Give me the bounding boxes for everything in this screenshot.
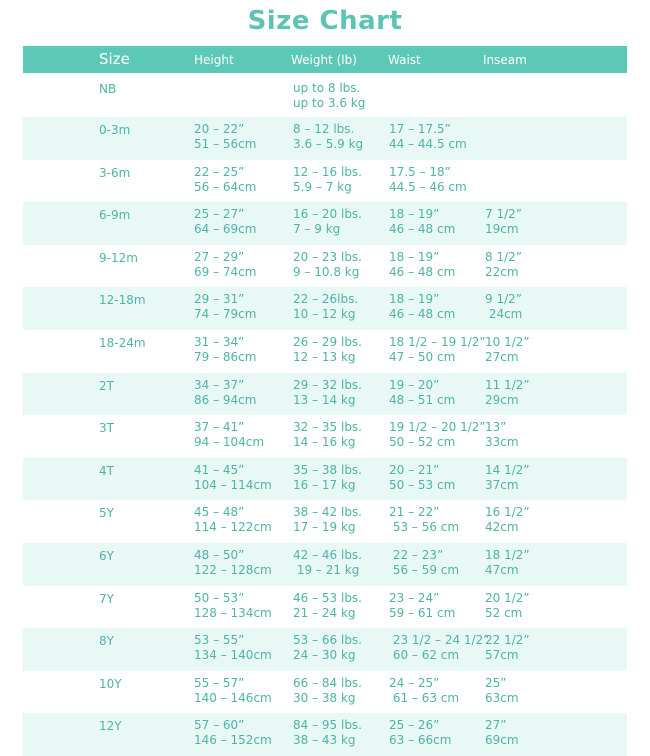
waist-line-imperial: 21 – 22” bbox=[389, 505, 440, 520]
height-cell bbox=[194, 676, 272, 706]
waist-line-imperial: 17 – 17.5” bbox=[389, 122, 451, 136]
waist-line-imperial: 23 – 24” bbox=[389, 590, 440, 605]
column-header-size: Size bbox=[99, 50, 130, 68]
height-cell bbox=[194, 165, 256, 195]
height-line-metric: 79 – 86cm bbox=[194, 349, 257, 364]
table-row bbox=[23, 287, 627, 330]
column-header-waist: Waist bbox=[388, 53, 421, 67]
column-header-inseam: Inseam bbox=[483, 53, 527, 67]
waist-cell bbox=[389, 165, 467, 195]
inseam-line-imperial: 11 1/2” bbox=[485, 377, 530, 392]
column-header-height: Height bbox=[194, 53, 234, 67]
weight-line-imperial: 53 – 66 lbs. bbox=[293, 633, 362, 648]
weight-cell bbox=[293, 122, 363, 152]
inseam-line-metric: 63cm bbox=[485, 690, 519, 705]
inseam-cell bbox=[485, 633, 530, 663]
weight-line-metric: 19 – 21 kg bbox=[293, 562, 360, 577]
table-row bbox=[23, 586, 627, 629]
inseam-line-imperial: 18 1/2” bbox=[485, 547, 530, 562]
size-cell: 10Y bbox=[99, 676, 122, 691]
inseam-cell bbox=[485, 207, 522, 237]
height-line-metric: 146 – 152cm bbox=[194, 733, 272, 748]
weight-line-metric: 10 – 12 kg bbox=[293, 307, 356, 322]
inseam-line-metric: 24cm bbox=[485, 307, 523, 322]
table-row bbox=[23, 500, 627, 543]
inseam-line-metric: 33cm bbox=[485, 435, 519, 450]
inseam-line-imperial: 27” bbox=[485, 718, 507, 733]
weight-line-imperial: 22 – 26lbs. bbox=[293, 292, 359, 307]
inseam-cell bbox=[485, 676, 519, 706]
height-cell bbox=[194, 505, 272, 535]
waist-line-imperial: 20 – 21” bbox=[389, 462, 440, 477]
weight-cell bbox=[293, 378, 362, 408]
waist-cell bbox=[389, 676, 459, 706]
size-table-body bbox=[23, 76, 627, 756]
inseam-line-imperial: 8 1/2” bbox=[485, 249, 522, 264]
weight-line-imperial: 16 – 20 lbs. bbox=[293, 207, 362, 222]
size-cell: 0-3m bbox=[99, 123, 131, 137]
weight-cell bbox=[293, 207, 362, 237]
weight-line-metric: 9 – 10.8 kg bbox=[293, 264, 360, 279]
weight-line-imperial: 32 – 35 lbs. bbox=[293, 420, 362, 435]
inseam-cell bbox=[485, 505, 530, 535]
waist-line-metric: 46 – 48 cm bbox=[389, 307, 456, 322]
size-cell: 3-6m bbox=[99, 165, 131, 180]
height-cell bbox=[194, 548, 272, 578]
waist-line-metric: 47 – 50 cm bbox=[389, 349, 456, 364]
inseam-line-imperial: 7 1/2” bbox=[485, 207, 522, 222]
height-line-metric: 134 – 140cm bbox=[194, 648, 272, 663]
inseam-line-imperial: 14 1/2” bbox=[485, 462, 530, 477]
inseam-cell bbox=[485, 335, 530, 365]
size-cell: 3T bbox=[99, 421, 114, 436]
inseam-line-imperial: 25” bbox=[485, 675, 507, 690]
height-line-imperial: 53 – 55” bbox=[194, 633, 245, 648]
weight-cell bbox=[293, 676, 362, 706]
table-row bbox=[23, 458, 627, 501]
waist-line-metric: 44 – 44.5 cm bbox=[389, 137, 467, 151]
inseam-line-metric: 42cm bbox=[485, 520, 519, 535]
table-row bbox=[23, 373, 627, 416]
weight-cell bbox=[293, 420, 362, 450]
weight-line-metric: 5.9 – 7 kg bbox=[293, 179, 352, 194]
table-row bbox=[23, 543, 627, 586]
waist-cell bbox=[389, 633, 489, 663]
height-cell bbox=[194, 122, 256, 152]
inseam-cell bbox=[485, 292, 522, 322]
weight-line-metric: 7 – 9 kg bbox=[293, 222, 341, 237]
inseam-line-imperial: 22 1/2” bbox=[485, 633, 530, 648]
weight-line-metric: 14 – 16 kg bbox=[293, 435, 356, 450]
size-cell: 9-12m bbox=[99, 250, 138, 265]
height-cell bbox=[194, 378, 256, 408]
inseam-line-metric: 22cm bbox=[485, 264, 519, 279]
waist-line-metric: 46 – 48 cm bbox=[389, 222, 456, 237]
inseam-line-metric: 19cm bbox=[485, 222, 519, 237]
inseam-line-imperial: 20 1/2” bbox=[485, 590, 530, 605]
height-line-metric: 104 – 114cm bbox=[194, 477, 272, 492]
height-line-imperial: 55 – 57” bbox=[194, 675, 245, 690]
inseam-cell bbox=[485, 591, 530, 621]
height-cell bbox=[194, 335, 256, 365]
size-cell: 8Y bbox=[99, 634, 114, 649]
inseam-line-imperial: 10 1/2” bbox=[485, 334, 530, 349]
column-header-weight: Weight (lb) bbox=[291, 53, 357, 67]
weight-cell bbox=[293, 463, 362, 493]
height-line-imperial: 27 – 29” bbox=[194, 249, 245, 264]
height-cell bbox=[194, 420, 264, 450]
inseam-line-imperial: 16 1/2” bbox=[485, 505, 530, 520]
weight-line-metric: 16 – 17 kg bbox=[293, 477, 356, 492]
height-line-metric: 94 – 104cm bbox=[194, 435, 265, 450]
waist-cell bbox=[389, 250, 455, 280]
weight-line-imperial: 12 – 16 lbs. bbox=[293, 164, 362, 179]
waist-line-metric: 48 – 51 cm bbox=[389, 392, 456, 407]
weight-line-metric: 12 – 13 kg bbox=[293, 349, 356, 364]
waist-line-imperial: 23 1/2 – 24 1/2” bbox=[389, 633, 490, 648]
waist-line-imperial: 18 – 19” bbox=[389, 292, 440, 307]
table-row bbox=[23, 160, 627, 203]
table-row bbox=[23, 202, 627, 245]
size-cell: 12-18m bbox=[99, 293, 146, 308]
height-cell bbox=[194, 292, 256, 322]
weight-line-imperial: 84 – 95 lbs. bbox=[293, 718, 362, 733]
height-line-metric: 74 – 79cm bbox=[194, 307, 257, 322]
inseam-cell bbox=[485, 718, 519, 748]
waist-cell bbox=[389, 292, 455, 322]
weight-line-metric: 17 – 19 kg bbox=[293, 520, 356, 535]
waist-line-metric: 59 – 61 cm bbox=[389, 605, 456, 620]
inseam-cell bbox=[485, 548, 530, 578]
waist-line-imperial: 24 – 25” bbox=[389, 675, 440, 690]
waist-line-metric: 50 – 52 cm bbox=[389, 435, 456, 450]
waist-cell bbox=[389, 718, 451, 748]
table-header bbox=[23, 46, 627, 73]
weight-line-metric: 3.6 – 5.9 kg bbox=[293, 137, 364, 151]
size-cell: 12Y bbox=[99, 719, 122, 734]
height-line-metric: 69 – 74cm bbox=[194, 264, 257, 279]
height-line-imperial: 50 – 53” bbox=[194, 590, 245, 605]
height-line-imperial: 57 – 60” bbox=[194, 718, 245, 733]
waist-line-imperial: 19 – 20” bbox=[389, 377, 440, 392]
weight-line-metric: up to 3.6 kg bbox=[293, 96, 366, 110]
inseam-line-metric: 37cm bbox=[485, 477, 519, 492]
waist-line-metric: 46 – 48 cm bbox=[389, 264, 456, 279]
waist-cell bbox=[389, 548, 459, 578]
waist-cell bbox=[389, 420, 486, 450]
waist-line-metric: 61 – 63 cm bbox=[389, 690, 460, 705]
weight-line-imperial: 35 – 38 lbs. bbox=[293, 462, 362, 477]
waist-line-metric: 60 – 62 cm bbox=[389, 648, 460, 663]
weight-line-imperial: up to 8 lbs. bbox=[293, 81, 361, 95]
height-line-imperial: 34 – 37” bbox=[194, 377, 245, 392]
waist-line-metric: 63 – 66cm bbox=[389, 733, 452, 748]
weight-cell bbox=[293, 250, 362, 280]
weight-line-imperial: 26 – 29 lbs. bbox=[293, 334, 362, 349]
waist-line-metric: 53 – 56 cm bbox=[389, 520, 460, 535]
height-cell bbox=[194, 718, 272, 748]
height-cell bbox=[194, 591, 272, 621]
weight-cell bbox=[293, 633, 362, 663]
weight-line-metric: 30 – 38 kg bbox=[293, 690, 356, 705]
inseam-line-imperial: 9 1/2” bbox=[485, 292, 522, 307]
inseam-line-metric: 27cm bbox=[485, 349, 519, 364]
height-line-imperial: 48 – 50” bbox=[194, 547, 245, 562]
waist-line-imperial: 25 – 26” bbox=[389, 718, 440, 733]
height-cell bbox=[194, 207, 256, 237]
inseam-line-metric: 57cm bbox=[485, 648, 519, 663]
inseam-cell bbox=[485, 250, 522, 280]
inseam-cell bbox=[485, 378, 530, 408]
size-cell: NB bbox=[99, 82, 117, 96]
waist-line-imperial: 18 – 19” bbox=[389, 249, 440, 264]
size-cell: 18-24m bbox=[99, 335, 146, 350]
height-line-metric: 140 – 146cm bbox=[194, 690, 272, 705]
waist-line-imperial: 22 – 23” bbox=[389, 547, 444, 562]
inseam-line-metric: 29cm bbox=[485, 392, 519, 407]
waist-cell bbox=[389, 505, 459, 535]
waist-line-metric: 44.5 – 46 cm bbox=[389, 179, 467, 194]
height-line-imperial: 45 – 48” bbox=[194, 505, 245, 520]
weight-line-metric: 21 – 24 kg bbox=[293, 605, 356, 620]
height-line-imperial: 22 – 25” bbox=[194, 164, 245, 179]
table-row bbox=[23, 330, 627, 373]
height-line-metric: 86 – 94cm bbox=[194, 392, 257, 407]
inseam-line-metric: 69cm bbox=[485, 733, 519, 748]
waist-cell bbox=[389, 207, 455, 237]
weight-line-metric: 13 – 14 kg bbox=[293, 392, 356, 407]
weight-line-imperial: 42 – 46 lbs. bbox=[293, 547, 362, 562]
weight-line-imperial: 8 – 12 lbs. bbox=[293, 122, 355, 136]
height-line-imperial: 20 – 22” bbox=[194, 122, 245, 136]
height-line-metric: 64 – 69cm bbox=[194, 222, 257, 237]
size-cell: 6Y bbox=[99, 548, 114, 563]
page-title: Size Chart bbox=[247, 6, 403, 36]
height-cell bbox=[194, 463, 272, 493]
weight-cell bbox=[293, 505, 362, 535]
height-line-metric: 114 – 122cm bbox=[194, 520, 272, 535]
weight-line-imperial: 66 – 84 lbs. bbox=[293, 675, 362, 690]
height-line-imperial: 37 – 41” bbox=[194, 420, 245, 435]
inseam-cell bbox=[485, 463, 530, 493]
inseam-line-metric: 47cm bbox=[485, 562, 519, 577]
weight-cell bbox=[293, 591, 362, 621]
waist-line-metric: 50 – 53 cm bbox=[389, 477, 456, 492]
waist-cell bbox=[389, 591, 455, 621]
waist-line-imperial: 19 1/2 – 20 1/2” bbox=[389, 420, 486, 435]
size-cell: 5Y bbox=[99, 506, 114, 521]
table-row bbox=[23, 671, 627, 714]
weight-line-imperial: 38 – 42 lbs. bbox=[293, 505, 362, 520]
height-line-imperial: 29 – 31” bbox=[194, 292, 245, 307]
table-row bbox=[23, 628, 627, 671]
waist-line-imperial: 18 – 19” bbox=[389, 207, 440, 222]
waist-line-imperial: 18 1/2 – 19 1/2” bbox=[389, 334, 486, 349]
table-row bbox=[23, 117, 627, 160]
waist-line-metric: 56 – 59 cm bbox=[389, 562, 460, 577]
table-row bbox=[23, 415, 627, 458]
waist-line-imperial: 17.5 – 18” bbox=[389, 164, 451, 179]
height-cell bbox=[194, 633, 272, 663]
size-cell: 2T bbox=[99, 378, 114, 393]
weight-cell bbox=[293, 165, 362, 195]
waist-cell bbox=[389, 378, 455, 408]
waist-cell bbox=[389, 335, 486, 365]
table-row bbox=[23, 245, 627, 288]
size-cell: 7Y bbox=[99, 591, 114, 606]
height-line-metric: 56 – 64cm bbox=[194, 179, 257, 194]
waist-cell bbox=[389, 463, 455, 493]
height-line-metric: 128 – 134cm bbox=[194, 605, 272, 620]
waist-cell bbox=[389, 122, 467, 152]
height-line-imperial: 41 – 45” bbox=[194, 462, 245, 477]
inseam-cell bbox=[485, 420, 519, 450]
size-cell: 6-9m bbox=[99, 208, 131, 223]
weight-cell bbox=[293, 335, 362, 365]
weight-line-metric: 38 – 43 kg bbox=[293, 733, 356, 748]
height-line-metric: 51 – 56cm bbox=[194, 137, 257, 151]
inseam-line-metric: 52 cm bbox=[485, 605, 523, 620]
weight-line-metric: 24 – 30 kg bbox=[293, 648, 356, 663]
weight-line-imperial: 29 – 32 lbs. bbox=[293, 377, 362, 392]
table-row bbox=[23, 76, 627, 117]
height-cell bbox=[194, 250, 256, 280]
weight-line-imperial: 20 – 23 lbs. bbox=[293, 249, 362, 264]
height-line-metric: 122 – 128cm bbox=[194, 562, 272, 577]
weight-line-imperial: 46 – 53 lbs. bbox=[293, 590, 362, 605]
weight-cell bbox=[293, 292, 358, 322]
weight-cell bbox=[293, 548, 362, 578]
size-cell: 4T bbox=[99, 463, 114, 478]
weight-cell bbox=[293, 718, 362, 748]
weight-cell bbox=[293, 81, 365, 111]
inseam-line-imperial: 13” bbox=[485, 420, 507, 435]
height-line-imperial: 25 – 27” bbox=[194, 207, 245, 222]
height-line-imperial: 31 – 34” bbox=[194, 334, 245, 349]
